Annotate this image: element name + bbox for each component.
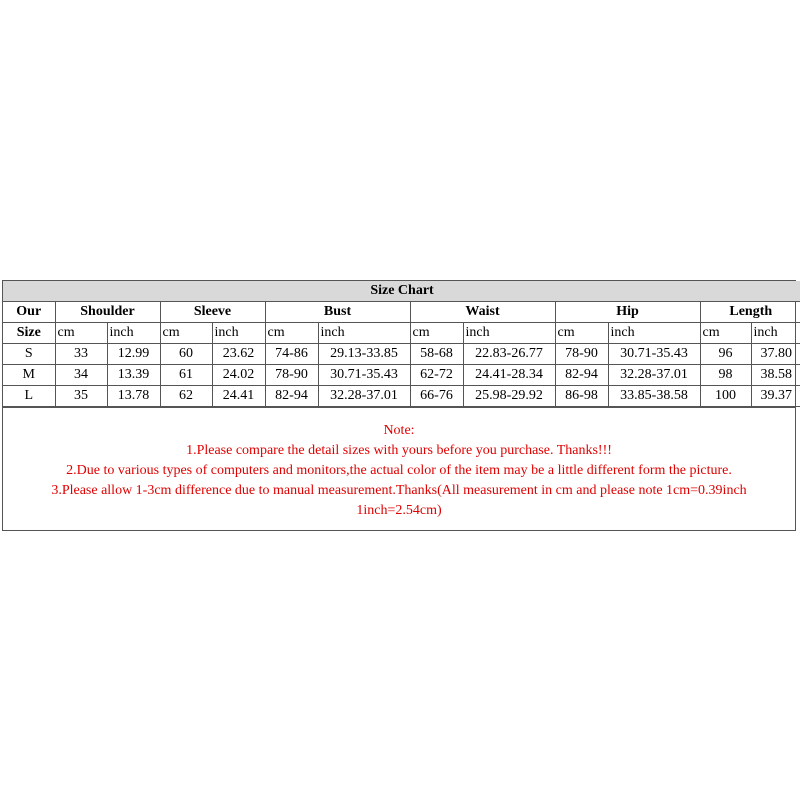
length-header: Length bbox=[700, 302, 800, 323]
value-cell: 58-68 bbox=[410, 344, 463, 365]
our-size-header-bottom: Size bbox=[3, 323, 55, 344]
note-line-3: 3.Please allow 1-3cm difference due to manual measurement.Thanks(All measurement in cm and please note 1cm=0.39inch 1inch=2.54cm) bbox=[51, 483, 747, 518]
table-row bbox=[3, 386, 800, 407]
value-cell: 32.28-37.01 bbox=[608, 365, 700, 386]
notes-section bbox=[3, 407, 795, 530]
unit-cm: cm bbox=[55, 323, 107, 344]
unit-inch: inch bbox=[751, 323, 800, 344]
value-cell: 86-98 bbox=[555, 386, 608, 407]
value-cell: 78-90 bbox=[555, 344, 608, 365]
value-cell: 32.28-37.01 bbox=[318, 386, 410, 407]
value-cell: 78-90 bbox=[265, 365, 318, 386]
table-row bbox=[3, 365, 800, 386]
bust-header: Bust bbox=[265, 302, 410, 323]
value-cell: 74-86 bbox=[265, 344, 318, 365]
value-cell: 12.99 bbox=[107, 344, 160, 365]
unit-cm: cm bbox=[410, 323, 463, 344]
value-cell: 25.98-29.92 bbox=[463, 386, 555, 407]
unit-inch: inch bbox=[212, 323, 265, 344]
waist-header: Waist bbox=[410, 302, 555, 323]
value-cell: 60 bbox=[160, 344, 212, 365]
value-cell: 82-94 bbox=[555, 365, 608, 386]
value-cell: 30.71-35.43 bbox=[608, 344, 700, 365]
value-cell: 13.39 bbox=[107, 365, 160, 386]
value-cell: 22.83-26.77 bbox=[463, 344, 555, 365]
size-table bbox=[3, 281, 800, 407]
value-cell: 24.41 bbox=[212, 386, 265, 407]
value-cell: 82-94 bbox=[265, 386, 318, 407]
size-cell: M bbox=[3, 365, 55, 386]
sleeve-header: Sleeve bbox=[160, 302, 265, 323]
value-cell: 29.13-33.85 bbox=[318, 344, 410, 365]
unit-inch: inch bbox=[608, 323, 700, 344]
value-cell: 96 bbox=[700, 344, 751, 365]
table-row bbox=[3, 344, 800, 365]
value-cell: 33 bbox=[55, 344, 107, 365]
our-size-header-top: Our bbox=[3, 302, 55, 323]
size-cell: L bbox=[3, 386, 55, 407]
value-cell: 35 bbox=[55, 386, 107, 407]
note-heading: Note: bbox=[383, 423, 415, 438]
value-cell: 62-72 bbox=[410, 365, 463, 386]
value-cell: 66-76 bbox=[410, 386, 463, 407]
title-row bbox=[3, 281, 800, 302]
unit-inch: inch bbox=[463, 323, 555, 344]
hip-header: Hip bbox=[555, 302, 700, 323]
unit-inch: inch bbox=[318, 323, 410, 344]
value-cell: 13.78 bbox=[107, 386, 160, 407]
table-title: Size Chart bbox=[3, 281, 800, 302]
value-cell: 38.58 bbox=[751, 365, 800, 386]
note-line-1: 1.Please compare the detail sizes with yours before you purchase. Thanks!!! bbox=[186, 443, 612, 458]
unit-cm: cm bbox=[555, 323, 608, 344]
unit-cm: cm bbox=[160, 323, 212, 344]
note-line-2: 2.Due to various types of computers and monitors,the actual color of the item may be a little different form the picture. bbox=[66, 463, 732, 478]
value-cell: 100 bbox=[700, 386, 751, 407]
value-cell: 33.85-38.58 bbox=[608, 386, 700, 407]
unit-cm: cm bbox=[265, 323, 318, 344]
value-cell: 61 bbox=[160, 365, 212, 386]
value-cell: 23.62 bbox=[212, 344, 265, 365]
value-cell: 62 bbox=[160, 386, 212, 407]
unit-cm: cm bbox=[700, 323, 751, 344]
shoulder-header: Shoulder bbox=[55, 302, 160, 323]
value-cell: 24.41-28.34 bbox=[463, 365, 555, 386]
value-cell: 37.80 bbox=[751, 344, 800, 365]
size-chart bbox=[2, 280, 796, 531]
size-cell: S bbox=[3, 344, 55, 365]
value-cell: 98 bbox=[700, 365, 751, 386]
value-cell: 34 bbox=[55, 365, 107, 386]
measurement-header-row bbox=[3, 302, 800, 323]
unit-inch: inch bbox=[107, 323, 160, 344]
value-cell: 24.02 bbox=[212, 365, 265, 386]
unit-header-row bbox=[3, 323, 800, 344]
value-cell: 30.71-35.43 bbox=[318, 365, 410, 386]
value-cell: 39.37 bbox=[751, 386, 800, 407]
